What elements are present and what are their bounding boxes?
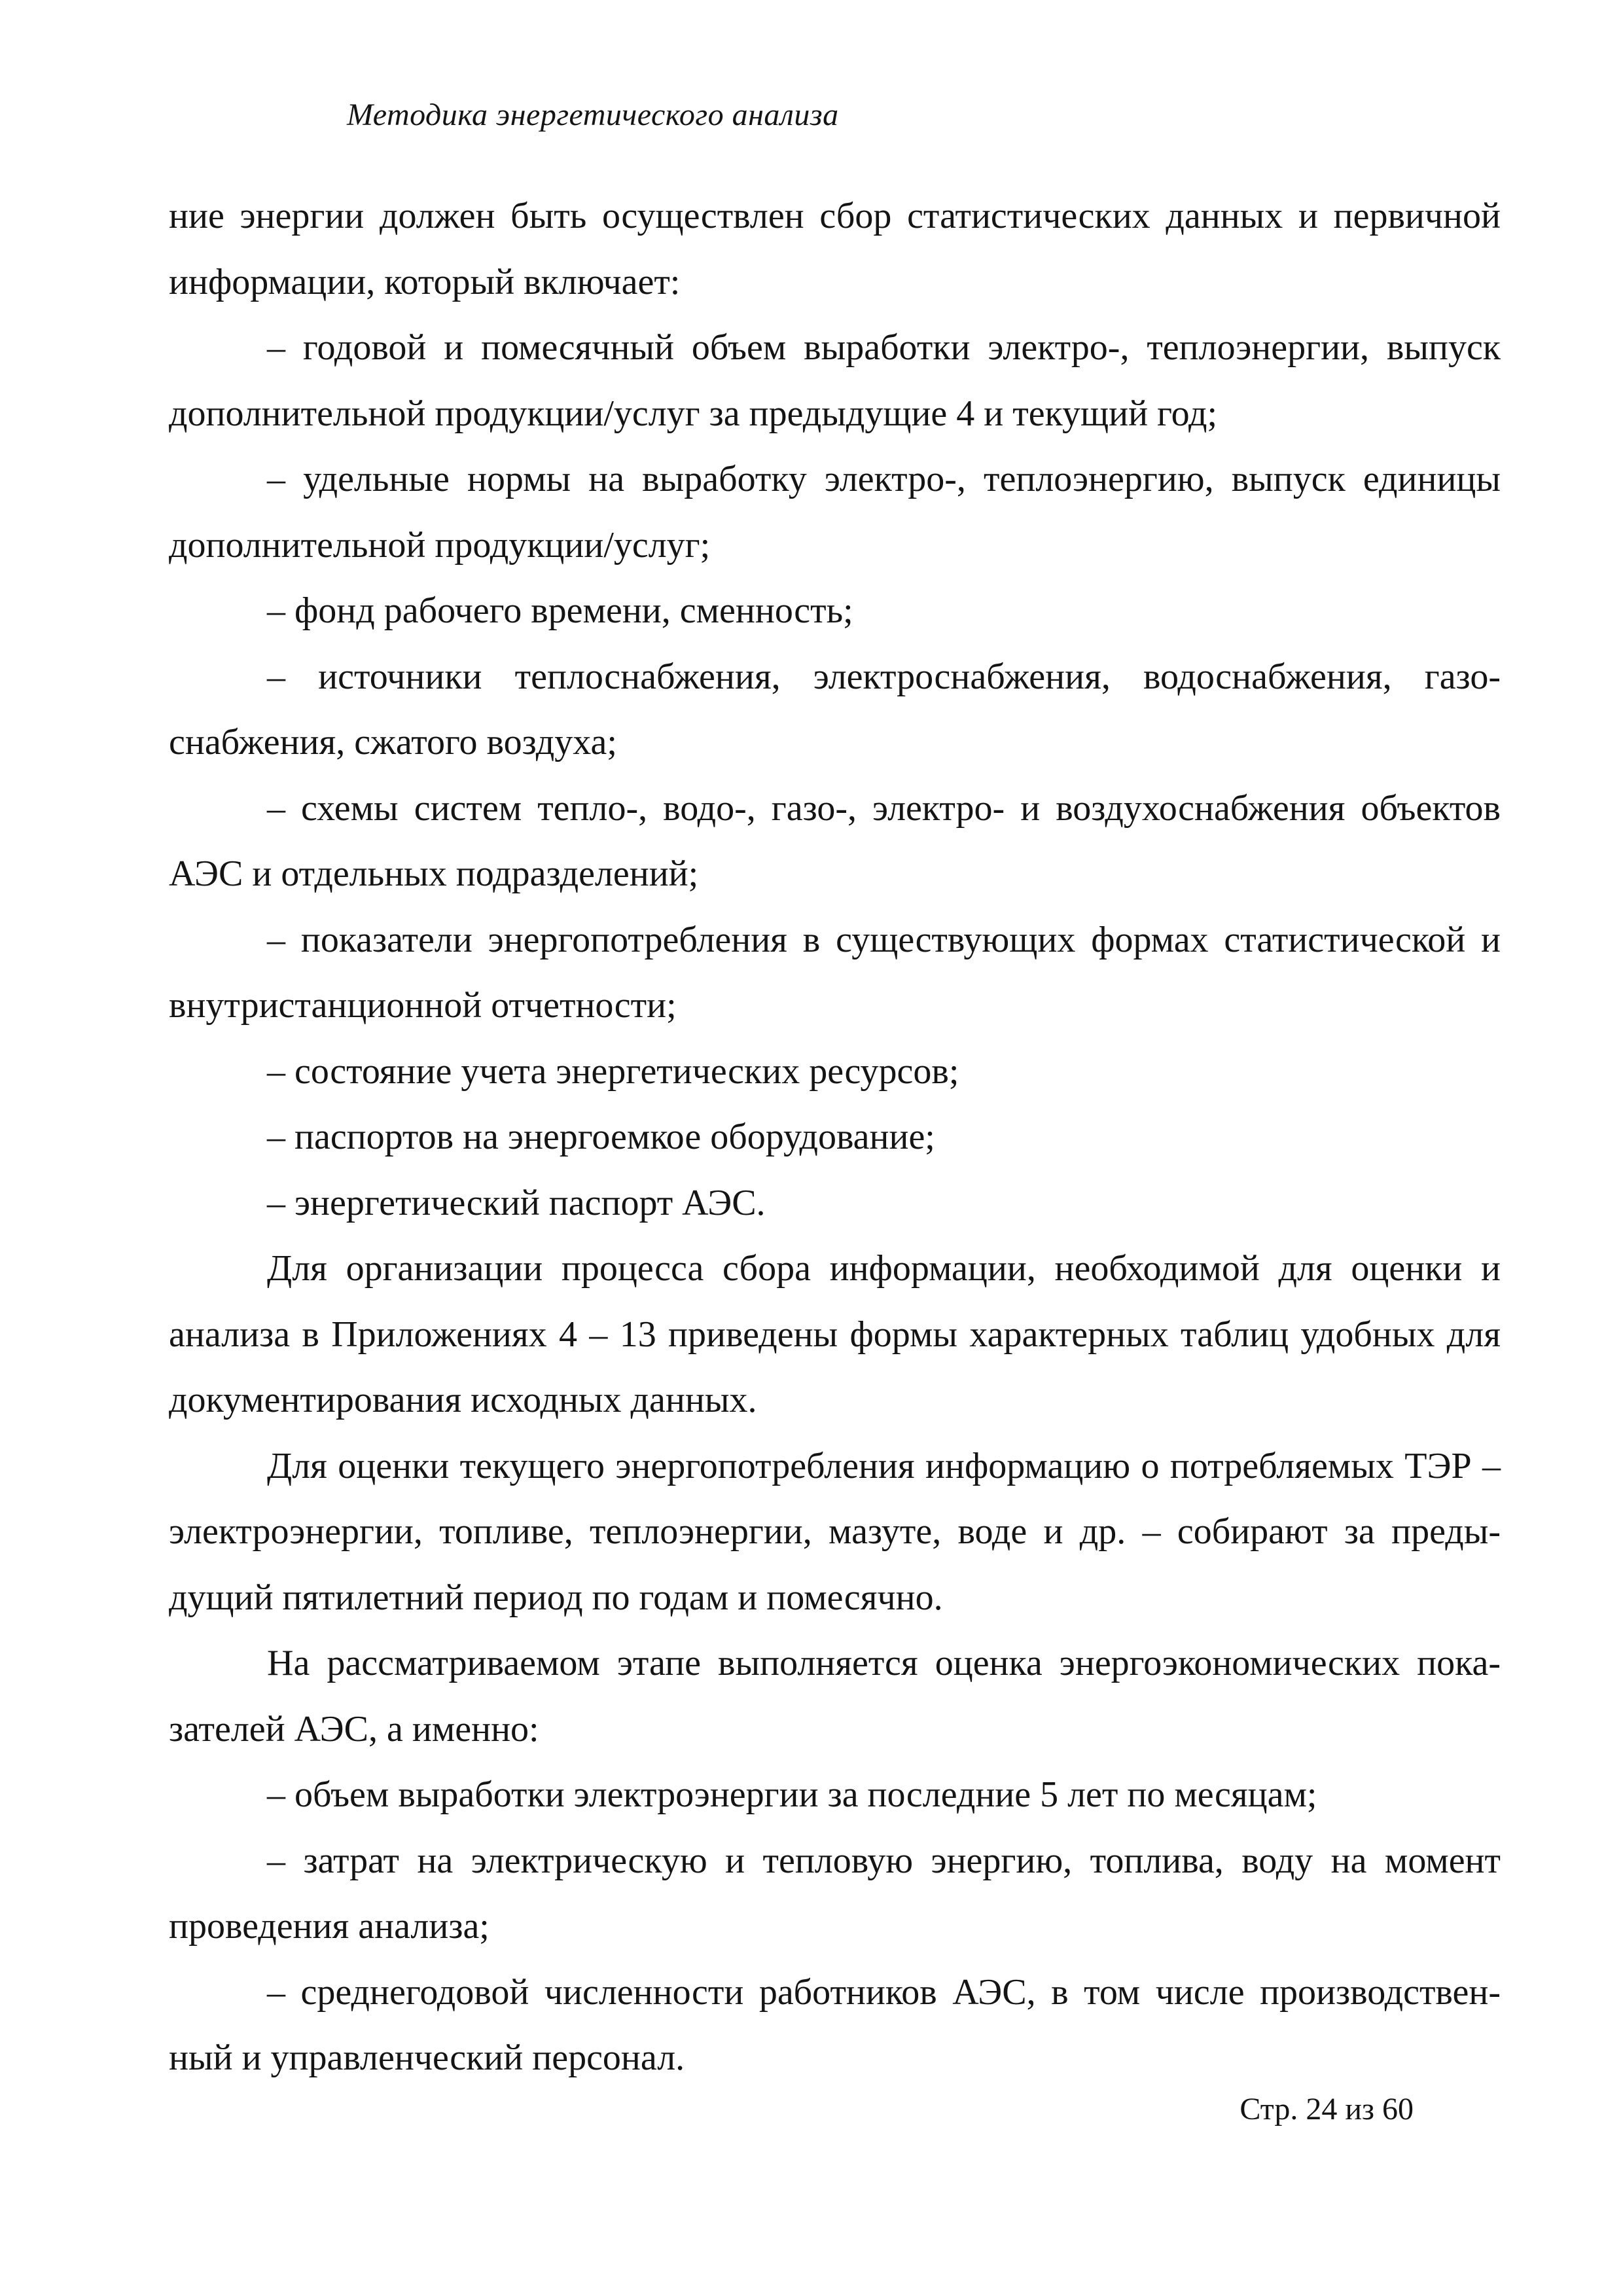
paragraph-indicators-assessment: На рассматриваемом этапе выполняется оценка энергоэкономических пока-зателей АЭС, а именно: xyxy=(169,1643,1501,1749)
list-item-supply-sources: – источники теплоснабжения, электроснабжения, водоснабжения, газо-снабжения, сжатого воздуха; xyxy=(169,656,1501,762)
running-header: Методика энергетического анализа xyxy=(347,98,839,132)
body-text xyxy=(169,183,1501,2091)
list-item-working-time: – фонд рабочего времени, сменность; xyxy=(267,590,853,631)
list-item-production-volume: – годовой и помесячный объем выработки электро-, теплоэнергии, выпуск дополнительной продукции/услуг за предыдущие 4 и текущий год; xyxy=(169,327,1501,434)
list-item-energy-costs: – затрат на электрическую и тепловую энергию, топлива, воду на момент проведения анализа; xyxy=(169,1840,1501,1946)
page-number: Стр. 24 из 60 xyxy=(1240,2092,1414,2126)
paragraph-data-collection: Для организации процесса сбора информации, необходимой для оценки и анализа в Приложениях 4 – 13 приведены формы характерных таблиц удобных для документирования исходных данных. xyxy=(169,1248,1501,1420)
list-item-specific-norms: – удельные нормы на выработку электро-, теплоэнергию, выпуск единицы дополнительной продукции/услуг; xyxy=(169,459,1501,565)
list-item-output-volume: – объем выработки электроэнергии за последние 5 лет по месяцам; xyxy=(267,1774,1317,1815)
paragraph-intro-continuation: ние энергии должен быть осуществлен сбор статистических данных и первичной информации, который включает: xyxy=(169,196,1501,302)
list-item-supply-schemes: – схемы систем тепло-, водо-, газо-, электро- и воздухоснабжения объектов АЭС и отдельных подразделений; xyxy=(169,787,1501,894)
list-item-headcount: – среднегодовой численности работников АЭС, в том числе производствен-ный и управленческий персонал. xyxy=(169,1971,1501,2078)
list-item-metering-state: – состояние учета энергетических ресурсов; xyxy=(267,1050,959,1092)
list-item-consumption-indicators: – показатели энергопотребления в существующих формах статистической и внутристанционной отчетности; xyxy=(169,919,1501,1026)
list-item-equipment-passports: – паспортов на энергоемкое оборудование; xyxy=(267,1117,935,1157)
paragraph-current-consumption: Для оценки текущего энергопотребления информацию о потребляемых ТЭР – электроэнергии, топливе, теплоэнергии, мазуте, воде и др. – собирают за преды-дущий пятилетний период по годам и помесячно. xyxy=(169,1445,1501,1618)
list-item-energy-passport: – энергетический паспорт АЭС. xyxy=(267,1182,766,1223)
